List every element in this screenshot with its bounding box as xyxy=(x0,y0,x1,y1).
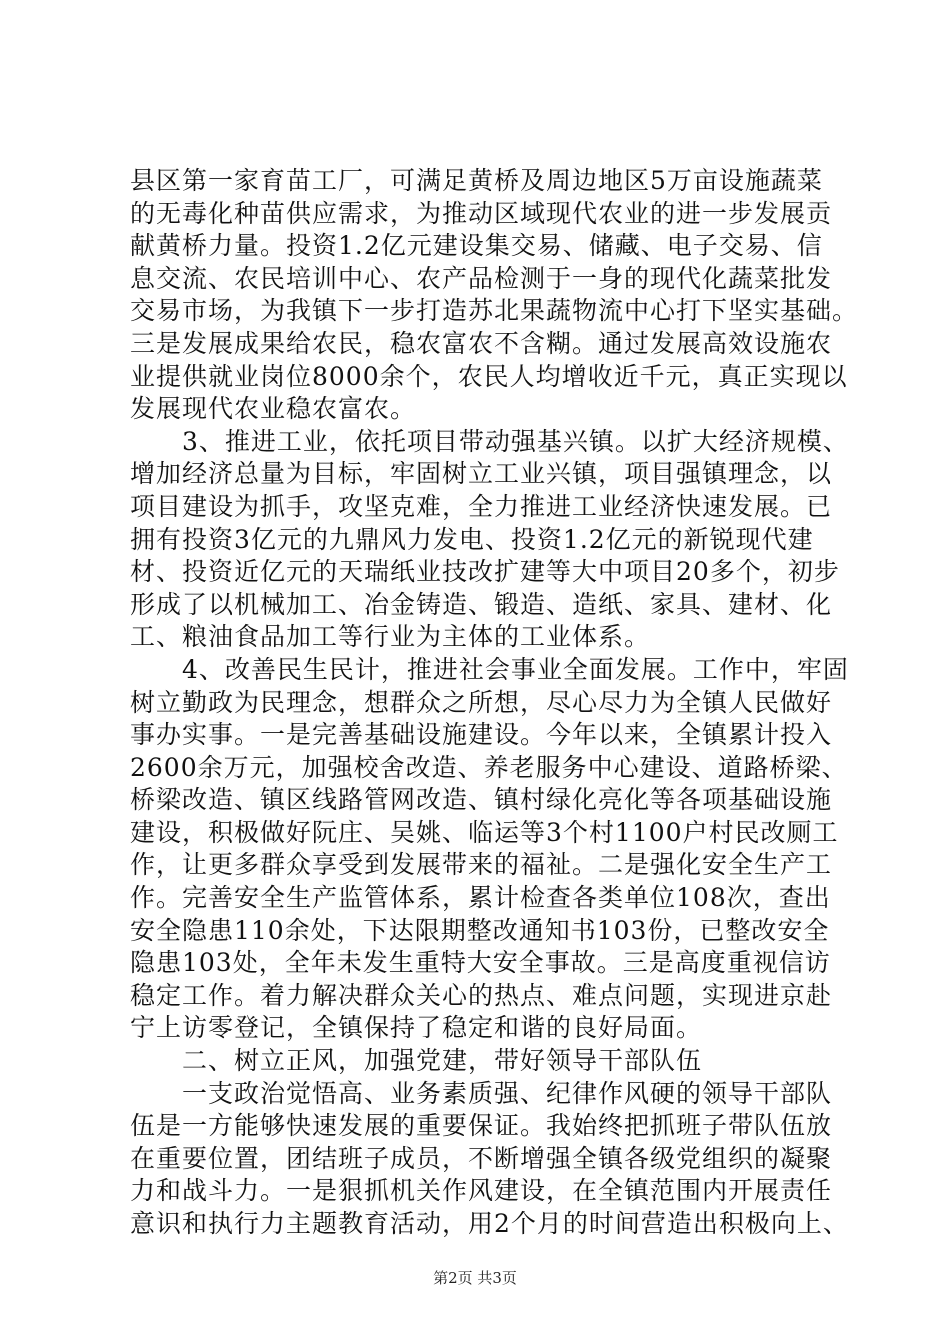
text-line: 4、改善民生民计，推进社会事业全面发展。工作中，牢固 xyxy=(130,654,849,684)
text-line: 息交流、农民培训中心、农产品检测于一身的现代化蔬菜批发 xyxy=(130,263,833,293)
text-line: 树立勤政为民理念，想群众之所想，尽心尽力为全镇人民做好 xyxy=(130,687,833,717)
text-line: 力和战斗力。一是狠抓机关作风建设，在全镇范围内开展责任 xyxy=(130,1176,833,1206)
text-line: 增加经济总量为目标，牢固树立工业兴镇，项目强镇理念，以 xyxy=(130,459,833,489)
page-footer: 第2页 共3页 xyxy=(433,1269,517,1287)
text-line: 交易市场，为我镇下一步打造苏北果蔬物流中心打下坚实基础。 xyxy=(130,296,859,326)
text-line: 业提供就业岗位8000余个，农民人均增收近千元，真正实现以 xyxy=(130,361,848,391)
text-line: 2600余万元，加强校舍改造、养老服务中心建设、道路桥梁、 xyxy=(130,752,848,782)
text-line: 隐患103处，全年未发生重特大安全事故。三是高度重视信访 xyxy=(130,948,831,978)
text-line: 3、推进工业，依托项目带动强基兴镇。以扩大经济规模、 xyxy=(130,426,849,456)
text-line: 宁上访零登记，全镇保持了稳定和谐的良好局面。 xyxy=(130,1013,703,1043)
text-line: 材、投资近亿元的天瑞纸业技改扩建等大中项目20多个，初步 xyxy=(130,557,840,587)
text-line: 作。完善安全生产监管体系，累计检查各类单位108次，查出 xyxy=(130,883,831,913)
text-line: 在重要位置，团结班子成员，不断增强全镇各级党组织的凝聚 xyxy=(130,1143,833,1173)
text-line: 工、粮油食品加工等行业为主体的工业体系。 xyxy=(130,622,651,652)
text-line: 项目建设为抓手，攻坚克难，全力推进工业经济快速发展。已 xyxy=(130,491,833,521)
text-line: 事办实事。一是完善基础设施建设。今年以来，全镇累计投入 xyxy=(130,720,833,750)
text-line: 稳定工作。着力解决群众关心的热点、难点问题，实现进京赴 xyxy=(130,980,833,1010)
text-line: 意识和执行力主题教育活动，用2个月的时间营造出积极向上、 xyxy=(130,1209,849,1238)
body-text xyxy=(130,165,859,1241)
text-line: 拥有投资3亿元的九鼎风力发电、投资1.2亿元的新锐现代建 xyxy=(130,524,814,554)
text-line: 一支政治觉悟高、业务素质强、纪律作风硬的领导干部队 xyxy=(130,1078,833,1108)
text-line: 形成了以机械加工、冶金铸造、锻造、造纸、家具、建材、化 xyxy=(130,589,833,619)
text-line: 安全隐患110余处，下达限期整改通知书103份，已整改安全 xyxy=(130,915,830,945)
text-line: 献黄桥力量。投资1.2亿元建设集交易、储藏、电子交易、信 xyxy=(130,231,823,261)
text-line: 的无毒化种苗供应需求，为推动区域现代农业的进一步发展贡 xyxy=(130,198,833,228)
text-line: 三是发展成果给农民，稳农富农不含糊。通过发展高效设施农 xyxy=(130,328,833,358)
text-line: 县区第一家育苗工厂，可满足黄桥及周边地区5万亩设施蔬菜 xyxy=(130,166,823,195)
text-line: 伍是一方能够快速发展的重要保证。我始终把抓班子带队伍放 xyxy=(130,1111,833,1141)
text-line: 建设，积极做好阮庄、吴姚、临运等3个村1100户村民改厕工 xyxy=(130,817,839,847)
text-line: 二、树立正风，加强党建，带好领导干部队伍 xyxy=(130,1046,703,1076)
text-line: 桥梁改造、镇区线路管网改造、镇村绿化亮化等各项基础设施 xyxy=(130,785,833,815)
text-line: 作，让更多群众享受到发展带来的福祉。二是强化安全生产工 xyxy=(130,850,833,880)
text-line: 发展现代农业稳农富农。 xyxy=(130,394,417,424)
